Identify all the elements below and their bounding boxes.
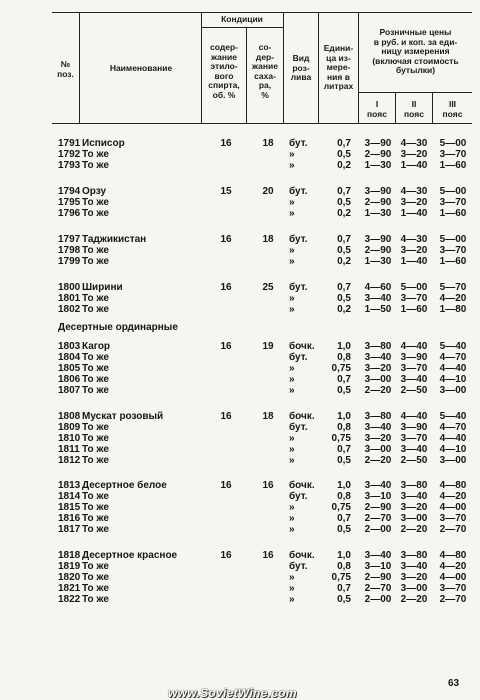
row-number: 1800 <box>58 282 81 293</box>
wine-name: Десертное красное <box>82 549 178 561</box>
price-zone-2: 3—40 <box>400 491 428 502</box>
price-zone-1: 4—60 <box>364 282 392 293</box>
volume-litres: 1,0 <box>337 480 351 491</box>
volume-litres: 0,5 <box>337 524 351 535</box>
header-bottom-rule <box>52 123 472 124</box>
price-zone-1: 3—10 <box>364 560 392 572</box>
row-number: 1805 <box>58 363 81 374</box>
volume-litres: 0,75 <box>331 432 351 444</box>
price-zone-1: 2—90 <box>364 245 392 256</box>
wine-name: То же <box>82 432 109 444</box>
bottling-type: » <box>289 582 295 594</box>
price-zone-1: 2—20 <box>364 454 392 466</box>
prices-rule <box>358 92 472 93</box>
price-zone-2: 3—20 <box>400 245 428 256</box>
alcohol-content: 16 <box>220 480 232 491</box>
price-zone-3: 4—10 <box>439 374 467 385</box>
price-zone-3: 4—20 <box>439 491 467 502</box>
price-zone-2: 3—70 <box>400 363 428 374</box>
table-row <box>0 245 480 256</box>
row-number: 1798 <box>58 245 81 256</box>
bottling-type: бут. <box>289 352 308 363</box>
bottling-type: » <box>289 502 295 513</box>
alcohol-content: 16 <box>220 282 232 293</box>
wine-name: То же <box>82 421 109 433</box>
price-zone-1: 2—00 <box>364 524 392 535</box>
bottling-type: » <box>289 593 295 605</box>
price-zone-2: 3—90 <box>400 352 428 363</box>
price-zone-3: 5—40 <box>439 410 467 422</box>
table-row <box>0 491 480 502</box>
wine-name: Мускат розовый <box>82 410 164 422</box>
price-zone-2: 3—40 <box>400 374 428 385</box>
bottling-type: » <box>289 374 295 385</box>
table-row <box>0 480 480 491</box>
volume-litres: 0,2 <box>337 304 351 315</box>
wine-name: То же <box>82 524 109 535</box>
bottling-type: » <box>289 513 295 524</box>
bottling-type: » <box>289 432 295 444</box>
volume-litres: 0,5 <box>337 245 351 256</box>
row-number: 1818 <box>58 549 81 561</box>
header-zone-3: III пояс <box>442 99 463 119</box>
price-zone-2: 3—80 <box>400 480 428 491</box>
price-zone-2: 3—40 <box>400 443 428 455</box>
price-zone-1: 1—30 <box>364 256 392 267</box>
table-row <box>0 572 480 583</box>
bottling-type: бут. <box>289 138 308 149</box>
row-number: 1808 <box>58 410 81 422</box>
table-row <box>0 186 480 197</box>
volume-litres: 0,7 <box>337 582 351 594</box>
bottling-type: » <box>289 208 295 219</box>
price-zone-1: 3—40 <box>364 293 392 304</box>
price-zone-3: 4—70 <box>439 421 467 433</box>
volume-litres: 0,2 <box>337 256 351 267</box>
row-number: 1810 <box>58 432 81 444</box>
wine-name: То же <box>82 502 109 513</box>
table-row <box>0 561 480 572</box>
price-zone-1: 3—90 <box>364 138 392 149</box>
alcohol-content: 16 <box>220 234 232 245</box>
price-zone-1: 3—40 <box>364 549 392 561</box>
bottling-type: » <box>289 304 295 315</box>
price-zone-2: 1—40 <box>400 208 428 219</box>
price-zone-1: 2—70 <box>364 582 392 594</box>
alcohol-content: 16 <box>220 138 232 149</box>
table-row <box>0 455 480 466</box>
volume-litres: 0,8 <box>337 491 351 502</box>
table-row <box>0 352 480 363</box>
row-number: 1792 <box>58 149 81 160</box>
table-row <box>0 304 480 315</box>
price-zone-3: 4—00 <box>439 571 467 583</box>
row-number: 1803 <box>58 341 81 352</box>
wine-name: Иcписор <box>82 138 125 149</box>
price-zone-2: 5—00 <box>400 282 428 293</box>
table-row <box>0 234 480 245</box>
bottling-type: » <box>289 524 295 535</box>
wine-name: То же <box>82 293 109 304</box>
row-number: 1806 <box>58 374 81 385</box>
price-zone-2: 2—50 <box>400 385 428 396</box>
header-bottling: Вид роз- лива <box>290 53 312 82</box>
price-zone-1: 3—20 <box>364 363 392 374</box>
header-unit: Едини- ца из- мере- ния в литрах <box>323 43 354 91</box>
price-zone-1: 2—00 <box>364 593 392 605</box>
table-row <box>0 363 480 374</box>
sugar-content: 20 <box>262 186 274 197</box>
bottling-type: » <box>289 245 295 256</box>
wine-name: То же <box>82 160 109 171</box>
bottling-type: » <box>289 385 295 396</box>
volume-litres: 0,2 <box>337 208 351 219</box>
volume-litres: 0,75 <box>331 571 351 583</box>
price-zone-2: 1—40 <box>400 160 428 171</box>
row-number: 1814 <box>58 491 81 502</box>
table-row <box>0 160 480 171</box>
header-zone-2: II пояс <box>404 99 424 119</box>
bottling-type: » <box>289 571 295 583</box>
header-zone-1: I пояс <box>367 99 387 119</box>
price-zone-3: 2—70 <box>439 524 467 535</box>
price-zone-3: 4—40 <box>439 363 467 374</box>
section-title: Десертные ординарные <box>58 322 178 333</box>
price-zone-1: 2—90 <box>364 149 392 160</box>
wine-name: То же <box>82 560 109 572</box>
price-zone-1: 3—00 <box>364 443 392 455</box>
price-zone-1: 2—20 <box>364 385 392 396</box>
bottling-type: бут. <box>289 421 308 433</box>
price-zone-2: 3—90 <box>400 421 428 433</box>
table-row <box>0 374 480 385</box>
price-zone-1: 3—40 <box>364 480 392 491</box>
table-row <box>0 594 480 605</box>
price-zone-2: 3—20 <box>400 502 428 513</box>
price-zone-1: 3—90 <box>364 186 392 197</box>
volume-litres: 0,7 <box>337 374 351 385</box>
volume-litres: 0,5 <box>337 197 351 208</box>
wine-name: То же <box>82 385 109 396</box>
row-number: 1793 <box>58 160 81 171</box>
wine-name: То же <box>82 571 109 583</box>
wine-name: То же <box>82 374 109 385</box>
table-row <box>0 282 480 293</box>
price-zone-3: 1—60 <box>439 256 467 267</box>
price-zone-2: 3—70 <box>400 293 428 304</box>
price-zone-1: 3—40 <box>364 421 392 433</box>
volume-litres: 0,7 <box>337 443 351 455</box>
price-zone-3: 3—70 <box>439 197 467 208</box>
conditions-rule <box>201 27 283 28</box>
bottling-type: бут. <box>289 234 308 245</box>
header-top-rule <box>52 12 472 13</box>
alcohol-content: 16 <box>220 341 232 352</box>
wine-name: То же <box>82 256 109 267</box>
price-zone-3: 1—60 <box>439 208 467 219</box>
volume-litres: 0,75 <box>331 363 351 374</box>
price-zone-1: 1—50 <box>364 304 392 315</box>
price-zone-1: 3—40 <box>364 352 392 363</box>
row-number: 1791 <box>58 138 81 149</box>
price-zone-3: 3—70 <box>439 245 467 256</box>
price-zone-3: 4—10 <box>439 443 467 455</box>
header-alcohol: содер- жание этило- вого спирта, об. % <box>208 42 240 100</box>
sugar-content: 18 <box>262 410 274 422</box>
row-number: 1795 <box>58 197 81 208</box>
row-number: 1813 <box>58 480 81 491</box>
row-number: 1816 <box>58 513 81 524</box>
price-zone-3: 5—40 <box>439 341 467 352</box>
wine-name: То же <box>82 491 109 502</box>
price-zone-1: 3—90 <box>364 234 392 245</box>
wine-name: То же <box>82 304 109 315</box>
volume-litres: 0,75 <box>331 502 351 513</box>
price-zone-1: 3—80 <box>364 341 392 352</box>
price-zone-3: 2—70 <box>439 593 467 605</box>
price-zone-2: 1—60 <box>400 304 428 315</box>
volume-litres: 0,7 <box>337 234 351 245</box>
price-zone-2: 4—30 <box>400 138 428 149</box>
sugar-content: 19 <box>262 341 274 352</box>
volume-litres: 0,5 <box>337 593 351 605</box>
table-row <box>0 433 480 444</box>
bottling-type: бут. <box>289 186 308 197</box>
row-number: 1801 <box>58 293 81 304</box>
volume-litres: 1,0 <box>337 549 351 561</box>
wine-name: То же <box>82 582 109 594</box>
row-number: 1815 <box>58 502 81 513</box>
wine-name: То же <box>82 352 109 363</box>
alcohol-content: 15 <box>220 186 232 197</box>
bottling-type: » <box>289 454 295 466</box>
wine-name: То же <box>82 363 109 374</box>
price-zone-3: 4—20 <box>439 560 467 572</box>
row-number: 1812 <box>58 454 81 466</box>
price-zone-1: 3—20 <box>364 432 392 444</box>
price-zone-3: 1—80 <box>439 304 467 315</box>
bottling-type: бут. <box>289 282 308 293</box>
row-number: 1796 <box>58 208 81 219</box>
price-zone-3: 5—00 <box>439 234 467 245</box>
bottling-type: бочк. <box>289 341 315 352</box>
volume-litres: 0,2 <box>337 160 351 171</box>
wine-name: То же <box>82 454 109 466</box>
header-conditions: Кондиции <box>221 14 263 24</box>
price-zone-2: 3—80 <box>400 549 428 561</box>
price-zone-2: 4—40 <box>400 410 428 422</box>
alcohol-content: 16 <box>220 549 232 561</box>
price-zone-3: 5—70 <box>439 282 467 293</box>
volume-litres: 0,8 <box>337 560 351 572</box>
volume-litres: 0,7 <box>337 282 351 293</box>
table-row <box>0 385 480 396</box>
wine-name: Десертное белое <box>82 480 167 491</box>
price-zone-3: 3—70 <box>439 582 467 594</box>
row-number: 1802 <box>58 304 81 315</box>
price-zone-3: 5—00 <box>439 186 467 197</box>
wine-name: Орзу <box>82 186 107 197</box>
price-zone-1: 2—90 <box>364 502 392 513</box>
price-zone-3: 4—20 <box>439 293 467 304</box>
wine-name: Ширини <box>82 282 123 293</box>
header-name: Наименование <box>109 63 173 73</box>
price-zone-3: 1—60 <box>439 160 467 171</box>
price-zone-2: 3—20 <box>400 571 428 583</box>
price-zone-3: 4—80 <box>439 480 467 491</box>
col-divider <box>201 12 202 124</box>
price-zone-2: 4—30 <box>400 234 428 245</box>
price-zone-1: 1—30 <box>364 208 392 219</box>
price-zone-1: 2—90 <box>364 571 392 583</box>
row-number: 1799 <box>58 256 81 267</box>
price-zone-2: 3—40 <box>400 560 428 572</box>
price-zone-1: 1—30 <box>364 160 392 171</box>
row-number: 1822 <box>58 593 81 605</box>
sugar-content: 16 <box>262 549 274 561</box>
table-row <box>0 293 480 304</box>
bottling-type: » <box>289 256 295 267</box>
table-row <box>0 502 480 513</box>
volume-litres: 0,5 <box>337 293 351 304</box>
volume-litres: 0,8 <box>337 421 351 433</box>
wine-name: То же <box>82 593 109 605</box>
table-row <box>0 513 480 524</box>
price-zone-2: 1—40 <box>400 256 428 267</box>
price-zone-3: 4—70 <box>439 352 467 363</box>
price-zone-3: 4—80 <box>439 549 467 561</box>
table-row <box>0 583 480 594</box>
col-divider <box>79 12 80 124</box>
price-zone-1: 3—10 <box>364 491 392 502</box>
price-zone-3: 5—00 <box>439 138 467 149</box>
price-zone-3: 3—00 <box>439 454 467 466</box>
bottling-type: бочк. <box>289 549 315 561</box>
bottling-type: бочк. <box>289 410 315 422</box>
bottling-type: » <box>289 160 295 171</box>
volume-litres: 1,0 <box>337 410 351 422</box>
bottling-type: бочк. <box>289 480 315 491</box>
table-row <box>0 197 480 208</box>
table-row <box>0 524 480 535</box>
price-zone-2: 3—20 <box>400 197 428 208</box>
header-no: № поз. <box>57 59 74 79</box>
header-sugar: со- дер- жание саха- ра, % <box>252 42 278 100</box>
wine-name: То же <box>82 443 109 455</box>
table-row <box>0 411 480 422</box>
sugar-content: 16 <box>262 480 274 491</box>
table-row <box>0 341 480 352</box>
price-zone-2: 4—40 <box>400 341 428 352</box>
table-row <box>0 550 480 561</box>
price-zone-2: 3—70 <box>400 432 428 444</box>
row-number: 1794 <box>58 186 81 197</box>
wine-name: Кагор <box>82 341 111 352</box>
price-zone-3: 4—00 <box>439 502 467 513</box>
price-zone-2: 4—30 <box>400 186 428 197</box>
table-row <box>0 422 480 433</box>
table-row <box>0 149 480 160</box>
price-zone-2: 3—00 <box>400 582 428 594</box>
price-zone-2: 2—20 <box>400 524 428 535</box>
price-zone-3: 3—00 <box>439 385 467 396</box>
row-number: 1817 <box>58 524 81 535</box>
row-number: 1797 <box>58 234 81 245</box>
wine-name: То же <box>82 149 109 160</box>
bottling-type: бут. <box>289 560 308 572</box>
price-zone-3: 4—40 <box>439 432 467 444</box>
row-number: 1807 <box>58 385 81 396</box>
price-zone-1: 3—00 <box>364 374 392 385</box>
sugar-content: 18 <box>262 234 274 245</box>
price-zone-2: 2—50 <box>400 454 428 466</box>
price-zone-1: 3—80 <box>364 410 392 422</box>
volume-litres: 0,7 <box>337 138 351 149</box>
row-number: 1804 <box>58 352 81 363</box>
volume-litres: 1,0 <box>337 341 351 352</box>
table-row <box>0 256 480 267</box>
bottling-type: » <box>289 197 295 208</box>
wine-name: То же <box>82 513 109 524</box>
wine-name: То же <box>82 208 109 219</box>
row-number: 1811 <box>58 443 80 455</box>
header-prices: Розничные цены в руб. и коп. за еди- ницу измерения (включая стоимость бутылки) <box>372 27 459 75</box>
volume-litres: 0,7 <box>337 186 351 197</box>
row-number: 1821 <box>58 582 81 594</box>
price-zone-3: 3—70 <box>439 149 467 160</box>
volume-litres: 0,7 <box>337 513 351 524</box>
price-zone-2: 2—20 <box>400 593 428 605</box>
wine-name: То же <box>82 245 109 256</box>
table-row <box>0 208 480 219</box>
row-number: 1819 <box>58 560 81 572</box>
price-zone-1: 2—90 <box>364 197 392 208</box>
table-row <box>0 444 480 455</box>
volume-litres: 0,5 <box>337 149 351 160</box>
bottling-type: » <box>289 149 295 160</box>
price-zone-3: 3—70 <box>439 513 467 524</box>
volume-litres: 0,5 <box>337 454 351 466</box>
bottling-type: » <box>289 293 295 304</box>
sugar-content: 18 <box>262 138 274 149</box>
bottling-type: » <box>289 363 295 374</box>
watermark: www.SovietWine.com <box>168 686 297 700</box>
page-number: 63 <box>448 678 460 689</box>
table-row <box>0 138 480 149</box>
price-zone-2: 3—20 <box>400 149 428 160</box>
row-number: 1809 <box>58 421 81 433</box>
bottling-type: бут. <box>289 491 308 502</box>
bottling-type: » <box>289 443 295 455</box>
sugar-content: 25 <box>262 282 274 293</box>
price-zone-1: 2—70 <box>364 513 392 524</box>
volume-litres: 0,5 <box>337 385 351 396</box>
wine-name: То же <box>82 197 109 208</box>
alcohol-content: 16 <box>220 410 232 422</box>
price-zone-2: 3—00 <box>400 513 428 524</box>
wine-name: Таджикистан <box>82 234 147 245</box>
row-number: 1820 <box>58 571 81 583</box>
volume-litres: 0,8 <box>337 352 351 363</box>
